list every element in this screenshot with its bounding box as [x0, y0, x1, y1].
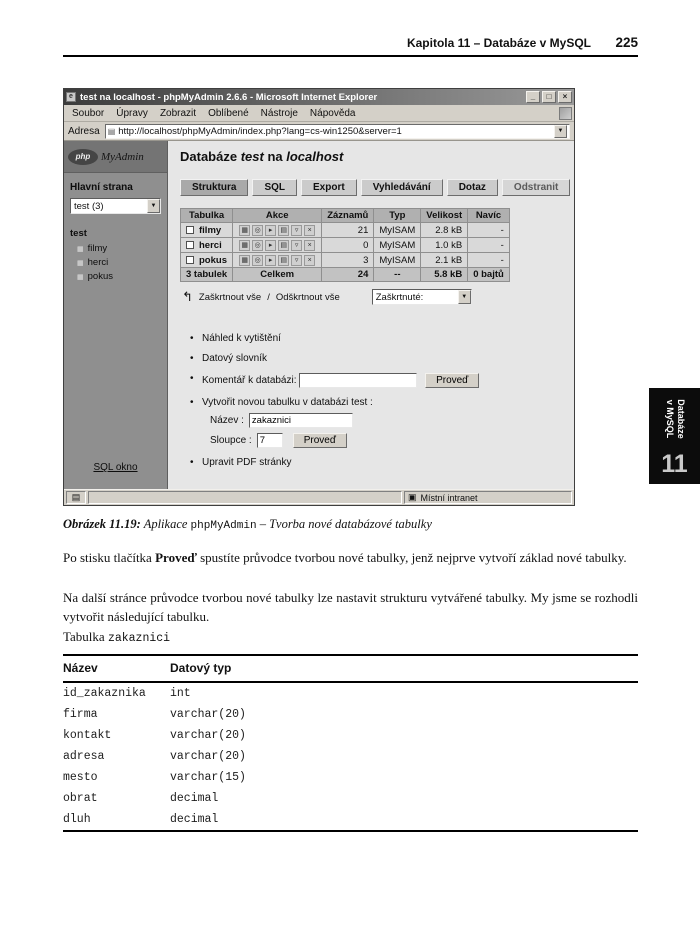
- table-row: kontakt varchar(20): [63, 729, 246, 742]
- ie-logo-icon: [559, 107, 572, 120]
- name-label: Název :: [210, 415, 244, 426]
- tab-export[interactable]: Export: [301, 179, 357, 196]
- chapter-title: Kapitola 11 – Databáze v MySQL: [406, 36, 592, 50]
- myadmin-logo-text: MyAdmin: [101, 150, 144, 163]
- figure-caption: Obrázek 11.19: Aplikace phpMyAdmin – Tvorba nové databázové tabulky: [63, 517, 432, 532]
- data-dictionary-link[interactable]: Datový slovník: [202, 353, 268, 364]
- side-tab-title: Databáze v MySQL: [664, 399, 686, 439]
- database-heading: Databáze test na localhost: [180, 149, 344, 164]
- running-head: [63, 34, 638, 52]
- select-icon[interactable]: ◎: [252, 240, 263, 251]
- pma-sidebar: [64, 141, 168, 489]
- col-navic: Navíc: [468, 209, 510, 223]
- drop-icon[interactable]: ×: [304, 225, 315, 236]
- browse-icon[interactable]: ▦: [239, 240, 250, 251]
- header-rule: [63, 55, 638, 57]
- maximize-button[interactable]: □: [542, 91, 556, 103]
- table-icon: ▦: [77, 245, 84, 253]
- menu-bar: [64, 105, 574, 122]
- intranet-icon: ▣: [408, 492, 417, 502]
- list-item: [190, 353, 574, 364]
- check-all-link[interactable]: Zaškrtnout vše: [198, 291, 262, 303]
- home-link[interactable]: Hlavní strana: [70, 182, 133, 193]
- tab-sql[interactable]: SQL: [252, 179, 297, 196]
- minimize-button[interactable]: _: [526, 91, 540, 103]
- menu-item-nastroje[interactable]: Nástroje: [260, 107, 298, 119]
- fields-label: Sloupce :: [210, 435, 252, 446]
- print-view-link[interactable]: Náhled k vytištění: [202, 333, 281, 344]
- col-akce: Akce: [233, 209, 322, 223]
- status-zone-text: Místní intranet: [420, 492, 478, 503]
- select-icon[interactable]: ◎: [252, 255, 263, 266]
- check-all-row: ↰ Zaškrtnout vše / Odškrtnout vše Zaškrtnuté: ▼: [182, 289, 574, 305]
- window-title: test na localhost - phpMyAdmin 2.6.6 - Microsoft Internet Explorer: [80, 91, 378, 103]
- with-selected-value: Zaškrtnuté:: [375, 291, 424, 303]
- with-selected-select[interactable]: [372, 289, 472, 305]
- col-tabulka: Tabulka: [181, 209, 233, 223]
- create-table-go-button[interactable]: Proveď: [293, 433, 347, 448]
- php-logo-icon: php: [68, 149, 98, 165]
- col-typ: Typ: [374, 209, 421, 223]
- host-name: localhost: [286, 149, 344, 164]
- col-velikost: Velikost: [421, 209, 468, 223]
- drop-icon[interactable]: ×: [304, 255, 315, 266]
- chevron-down-icon[interactable]: ▼: [147, 199, 160, 213]
- properties-icon[interactable]: ▤: [278, 240, 289, 251]
- comment-label: Komentář k databázi:: [202, 375, 297, 386]
- paragraph: Na další stránce průvodce tvorbou nové tabulky lze nastavit strukturu vytvářené tabulky. My jsme se rozhodli vytvořit následující tabulku.: [63, 590, 638, 624]
- menu-item-napoveda[interactable]: Nápověda: [309, 107, 356, 119]
- tree-root-test[interactable]: test: [70, 228, 87, 239]
- table-icon: ▦: [77, 273, 84, 281]
- address-url: http://localhost/phpMyAdmin/index.php?lang=cs-win1250&server=1: [118, 125, 402, 137]
- close-button[interactable]: ×: [558, 91, 572, 103]
- database-select[interactable]: [70, 198, 161, 214]
- drop-icon[interactable]: ×: [304, 240, 315, 251]
- insert-icon[interactable]: ▸: [265, 255, 276, 266]
- fields-count-input[interactable]: [257, 433, 283, 448]
- tree-item-label: filmy: [87, 243, 108, 254]
- tables-overview: [180, 208, 510, 282]
- select-icon[interactable]: ◎: [252, 225, 263, 236]
- status-message-panel: [88, 491, 402, 504]
- address-bar: [64, 122, 574, 141]
- tab-strip: [180, 179, 574, 196]
- chevron-down-icon[interactable]: ▼: [458, 290, 471, 304]
- table-header-row: [181, 209, 510, 223]
- tree-item-label: pokus: [87, 271, 113, 282]
- comment-input[interactable]: [299, 373, 417, 388]
- table-link-herci[interactable]: herci: [199, 239, 222, 251]
- tree-item-pokus[interactable]: [77, 271, 161, 282]
- tree-item-filmy[interactable]: [77, 243, 161, 254]
- document-icon: ▤: [71, 492, 81, 502]
- address-dropdown-button[interactable]: ▼: [554, 125, 567, 138]
- table-row: id_zakaznika int: [63, 687, 191, 700]
- page-number: 225: [615, 35, 638, 50]
- paragraph: Po stisku tlačítka Proveď spustíte průvodce tvorbou nové tabulky, jenž nejprve vytvoří základ nové tabulky.: [63, 550, 627, 565]
- database-select-value: test (3): [74, 200, 104, 212]
- table-row: mesto varchar(15): [63, 771, 246, 784]
- table-intro: Tabulka zakaznici: [63, 629, 171, 645]
- empty-icon[interactable]: ▿: [291, 255, 302, 266]
- window-controls: [526, 91, 572, 103]
- browse-icon[interactable]: ▦: [239, 225, 250, 236]
- list-item: [190, 457, 574, 468]
- table-icon: ▦: [77, 259, 84, 267]
- list-item: [190, 333, 574, 344]
- table-row: adresa varchar(20): [63, 750, 246, 763]
- status-doc-panel: [66, 491, 86, 504]
- new-table-name-input[interactable]: [249, 413, 353, 428]
- tree-item-label: herci: [87, 257, 109, 268]
- title-bar[interactable]: [64, 89, 574, 105]
- col-zaznamu: Záznamů: [322, 209, 374, 223]
- table-link-pokus[interactable]: pokus: [199, 254, 227, 266]
- empty-icon[interactable]: ▿: [291, 225, 302, 236]
- table-tree: [70, 228, 161, 282]
- insert-icon[interactable]: ▸: [265, 225, 276, 236]
- check-arrow-icon: ↰: [182, 289, 193, 304]
- list-item: [190, 397, 574, 448]
- empty-icon[interactable]: ▿: [291, 240, 302, 251]
- comment-go-button[interactable]: Proveď: [425, 373, 479, 388]
- tab-vyhledavani[interactable]: Vyhledávání: [361, 179, 443, 196]
- edit-pdf-pages-link[interactable]: Upravit PDF stránky: [202, 457, 292, 468]
- database-name: test: [240, 149, 264, 164]
- tab-struktura[interactable]: Struktura: [180, 179, 248, 196]
- table-row: dluh decimal: [63, 813, 219, 826]
- table-row-filmy: filmy ▦ ◎ ▸ ▤ ▿ × 21 MyISAM 2.8 kB -: [181, 223, 510, 238]
- menu-item-oblibene[interactable]: Oblíbené: [208, 107, 249, 119]
- tab-dotaz[interactable]: Dotaz: [447, 179, 498, 196]
- window-icon: e: [66, 92, 76, 102]
- favicon-icon: ▤: [107, 126, 116, 136]
- sql-window-link[interactable]: SQL okno: [93, 462, 138, 473]
- menu-item-upravy[interactable]: Úpravy: [116, 107, 148, 119]
- zakaznici-structure-table: [63, 654, 638, 832]
- pma-content: [168, 141, 574, 489]
- list-item: [190, 373, 574, 388]
- properties-icon[interactable]: ▤: [278, 255, 289, 266]
- browse-icon[interactable]: ▦: [239, 255, 250, 266]
- address-input[interactable]: [105, 124, 570, 139]
- status-zone-panel: [404, 491, 572, 504]
- tab-odstranit[interactable]: Odstranit: [502, 179, 570, 196]
- table-row-pokus: pokus ▦ ◎ ▸ ▤ ▿ × 3 MyISAM 2.1 kB -: [181, 253, 510, 268]
- table-header-row: Název Datový typ: [63, 655, 638, 682]
- chapter-side-tab: [649, 388, 700, 484]
- checkbox-filmy[interactable]: [186, 226, 194, 234]
- table-footer-row: 3 tabulek Celkem 24 -- 5.8 kB 0 bajtů: [181, 268, 510, 282]
- checkbox-pokus[interactable]: [186, 256, 194, 264]
- database-actions-list: [190, 333, 574, 468]
- status-bar: [64, 489, 574, 505]
- table-row-herci: herci ▦ ◎ ▸ ▤ ▿ × 0 MyISAM 1.0 kB -: [181, 238, 510, 253]
- browser-window: [63, 88, 575, 506]
- insert-icon[interactable]: ▸: [265, 240, 276, 251]
- chapter-number: 11: [661, 450, 688, 478]
- table-row: firma varchar(20): [63, 708, 246, 721]
- pma-logo[interactable]: [64, 141, 167, 173]
- properties-icon[interactable]: ▤: [278, 225, 289, 236]
- checkbox-herci[interactable]: [186, 241, 194, 249]
- address-label: Adresa: [68, 125, 100, 137]
- menu-item-zobrazit[interactable]: Zobrazit: [159, 107, 197, 119]
- tree-item-herci[interactable]: [77, 257, 161, 268]
- menu-item-soubor[interactable]: Soubor: [72, 107, 105, 119]
- uncheck-all-link[interactable]: Odškrtnout vše: [275, 291, 340, 303]
- table-row: obrat decimal: [63, 792, 219, 805]
- table-link-filmy[interactable]: filmy: [199, 224, 222, 236]
- create-table-label: Vytvořit novou tabulku v databázi test :: [202, 397, 373, 408]
